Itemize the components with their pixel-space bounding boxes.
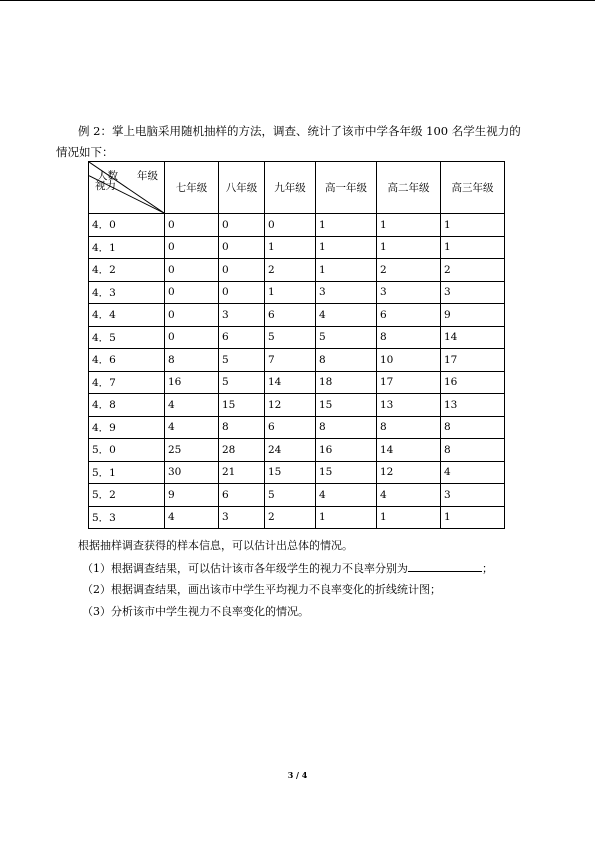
count-cell: 1 [377, 506, 441, 529]
table-row [89, 484, 505, 507]
count-cell: 13 [377, 394, 441, 417]
count-cell: 1 [377, 214, 441, 237]
count-cell: 6 [377, 304, 441, 327]
count-cell: 4 [316, 484, 377, 507]
vision-value-cell: 5．1 [89, 461, 165, 484]
count-cell: 6 [219, 484, 265, 507]
table-row [89, 439, 505, 462]
column-header: 高三年级 [441, 162, 505, 214]
vision-value-cell: 4．7 [89, 371, 165, 394]
count-cell: 1 [316, 259, 377, 282]
corner-label-vision: 视力 [95, 180, 116, 192]
count-cell: 1 [265, 236, 316, 259]
vision-value-cell: 4．0 [89, 214, 165, 237]
table-row [89, 506, 505, 529]
count-cell: 8 [316, 416, 377, 439]
count-cell: 15 [219, 394, 265, 417]
answer-blank[interactable] [408, 559, 482, 572]
count-cell: 2 [377, 259, 441, 282]
table-row [89, 371, 505, 394]
count-cell: 6 [265, 416, 316, 439]
count-cell: 12 [265, 394, 316, 417]
vision-value-cell: 4．6 [89, 349, 165, 372]
table-row [89, 326, 505, 349]
count-cell: 9 [441, 304, 505, 327]
table-row [89, 416, 505, 439]
vision-value-cell: 4．1 [89, 236, 165, 259]
count-cell: 15 [316, 394, 377, 417]
count-cell: 4 [165, 394, 219, 417]
table-row [89, 304, 505, 327]
count-cell: 1 [441, 236, 505, 259]
column-header: 高二年级 [377, 162, 441, 214]
count-cell: 0 [219, 214, 265, 237]
count-cell: 4 [441, 461, 505, 484]
count-cell: 16 [441, 371, 505, 394]
table-row [89, 259, 505, 282]
vision-value-cell: 4．2 [89, 259, 165, 282]
intro-line-1: 例 2：掌上电脑采用随机抽样的方法，调查、统计了该市中学各年级 100 名学生视力的 [78, 124, 521, 138]
table-row [89, 281, 505, 304]
diagonal-header-cell [89, 162, 165, 214]
count-cell: 3 [316, 281, 377, 304]
count-cell: 25 [165, 439, 219, 462]
count-cell: 4 [316, 304, 377, 327]
count-cell: 8 [441, 416, 505, 439]
count-cell: 1 [441, 214, 505, 237]
intro-line-2: 情况如下： [56, 145, 114, 159]
column-header: 高一年级 [316, 162, 377, 214]
count-cell: 8 [377, 416, 441, 439]
count-cell: 28 [219, 439, 265, 462]
table-header-row [89, 162, 505, 214]
count-cell: 4 [165, 416, 219, 439]
page-number: 3 / 4 [287, 770, 308, 780]
count-cell: 3 [219, 304, 265, 327]
count-cell: 14 [377, 439, 441, 462]
table-row [89, 349, 505, 372]
count-cell: 0 [219, 281, 265, 304]
table-row [89, 461, 505, 484]
count-cell: 13 [441, 394, 505, 417]
count-cell: 7 [265, 349, 316, 372]
vision-data-table [88, 161, 505, 529]
count-cell: 1 [265, 281, 316, 304]
table-row [89, 394, 505, 417]
vision-value-cell: 4．9 [89, 416, 165, 439]
corner-label-grade: 年级 [137, 170, 158, 182]
count-cell: 15 [316, 461, 377, 484]
count-cell: 0 [165, 281, 219, 304]
count-cell: 4 [377, 484, 441, 507]
vision-value-cell: 4．3 [89, 281, 165, 304]
count-cell: 0 [165, 236, 219, 259]
count-cell: 24 [265, 439, 316, 462]
count-cell: 5 [265, 326, 316, 349]
count-cell: 1 [316, 214, 377, 237]
count-cell: 3 [441, 281, 505, 304]
count-cell: 8 [377, 326, 441, 349]
count-cell: 8 [441, 439, 505, 462]
count-cell: 5 [265, 484, 316, 507]
count-cell: 2 [265, 506, 316, 529]
count-cell: 1 [441, 506, 505, 529]
vision-value-cell: 5．2 [89, 484, 165, 507]
count-cell: 6 [265, 304, 316, 327]
count-cell: 1 [316, 506, 377, 529]
count-cell: 2 [441, 259, 505, 282]
count-cell: 30 [165, 461, 219, 484]
question-1-tail: ； [482, 562, 493, 575]
count-cell: 0 [265, 214, 316, 237]
count-cell: 1 [377, 236, 441, 259]
count-cell: 15 [265, 461, 316, 484]
count-cell: 3 [219, 506, 265, 529]
column-header: 八年级 [219, 162, 265, 214]
count-cell: 8 [165, 349, 219, 372]
question-1-text: （1）根据调查结果，可以估计该市各年级学生的视力不良率分别为 [82, 562, 408, 575]
column-header: 九年级 [265, 162, 316, 214]
count-cell: 18 [316, 371, 377, 394]
count-cell: 0 [219, 236, 265, 259]
vision-value-cell: 5．3 [89, 506, 165, 529]
count-cell: 6 [219, 326, 265, 349]
count-cell: 0 [165, 304, 219, 327]
count-cell: 2 [265, 259, 316, 282]
count-cell: 16 [165, 371, 219, 394]
question-2: （2）根据调查结果，画出该市中学生平均视力不良率变化的折线统计图； [82, 583, 441, 596]
count-cell: 3 [441, 484, 505, 507]
table-row [89, 236, 505, 259]
table-body [89, 214, 505, 529]
after-table-text: 根据抽样调查获得的样本信息，可以估计出总体的情况。 [78, 539, 353, 552]
table-row [89, 214, 505, 237]
count-cell: 16 [316, 439, 377, 462]
corner-label-count: 人数 [97, 170, 118, 182]
count-cell: 5 [219, 371, 265, 394]
vision-value-cell: 5．0 [89, 439, 165, 462]
count-cell: 4 [165, 506, 219, 529]
question-1 [82, 559, 493, 576]
count-cell: 14 [265, 371, 316, 394]
count-cell: 10 [377, 349, 441, 372]
vision-value-cell: 4．8 [89, 394, 165, 417]
count-cell: 3 [377, 281, 441, 304]
vision-value-cell: 4．4 [89, 304, 165, 327]
count-cell: 0 [165, 259, 219, 282]
question-3: （3）分析该市中学生视力不良率变化的情况。 [82, 605, 309, 618]
count-cell: 0 [165, 214, 219, 237]
count-cell: 0 [219, 259, 265, 282]
count-cell: 12 [377, 461, 441, 484]
count-cell: 1 [316, 236, 377, 259]
count-cell: 5 [316, 326, 377, 349]
page-top-rule [0, 0, 595, 1]
count-cell: 17 [441, 349, 505, 372]
count-cell: 17 [377, 371, 441, 394]
vision-value-cell: 4．5 [89, 326, 165, 349]
count-cell: 5 [219, 349, 265, 372]
count-cell: 8 [219, 416, 265, 439]
count-cell: 14 [441, 326, 505, 349]
column-header: 七年级 [165, 162, 219, 214]
count-cell: 8 [316, 349, 377, 372]
count-cell: 0 [165, 326, 219, 349]
count-cell: 9 [165, 484, 219, 507]
count-cell: 21 [219, 461, 265, 484]
